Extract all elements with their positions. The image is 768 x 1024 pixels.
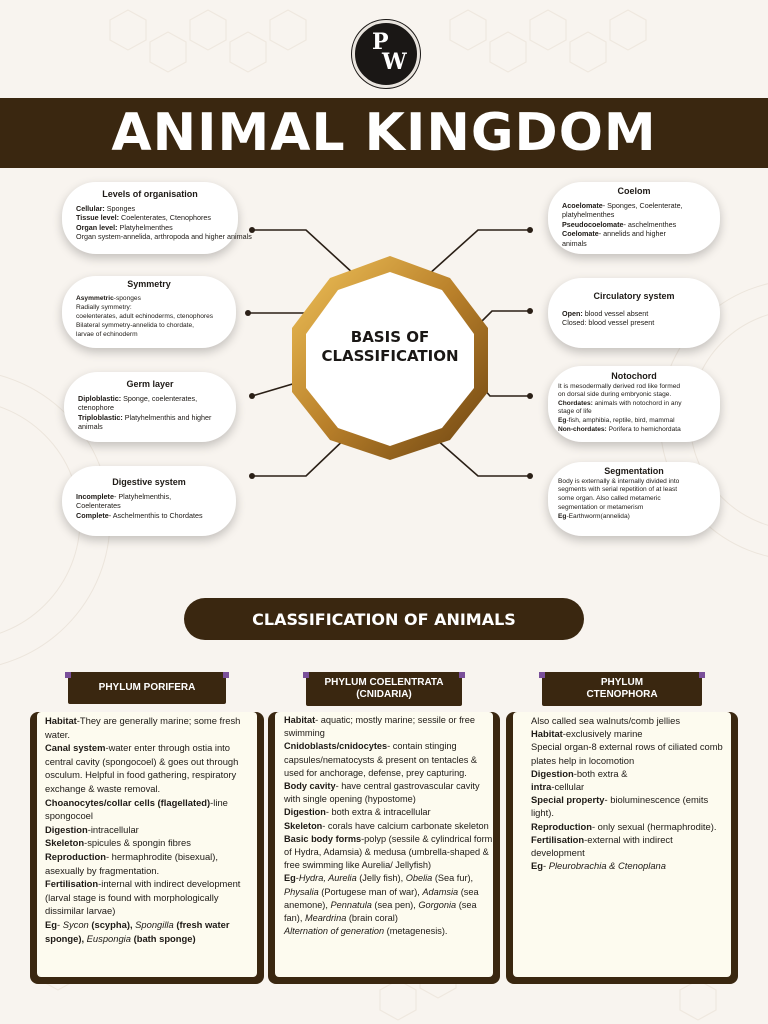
term: Body cavity (284, 781, 336, 792)
term: Habitat (284, 715, 316, 725)
term: Cnidoblasts/cnidocytes (284, 741, 388, 752)
coelentrata-content (284, 714, 496, 938)
bubble-heading: Coelom (617, 186, 651, 196)
bubble-text: - Aschelmenthis to Chordates (108, 510, 203, 520)
bubble-digestive-system (62, 466, 236, 536)
species-name: Adamsia (422, 886, 459, 897)
bubble-text: coelenterates, adult echinoderms, ctenophores (76, 312, 214, 320)
term: Skeleton (45, 837, 85, 849)
bubble-text: Pseudocoelomate (562, 219, 624, 229)
text: (metagenesis). (384, 926, 448, 937)
card-head-label: (CNIDARIA) (356, 689, 412, 700)
basis-of-classification-label (313, 328, 467, 366)
text: - both extra & intracellular (325, 807, 431, 818)
bubble-text: Closed: blood vessel present (562, 318, 655, 328)
bubble-text: animals (78, 422, 103, 432)
bubble-symmetry (62, 276, 236, 348)
bubble-text: -Earthworm(annelida) (566, 512, 630, 520)
page-title: ANIMAL KINGDOM (111, 103, 657, 163)
classification-title: CLASSIFICATION OF ANIMALS (252, 609, 516, 629)
text: Special organ-8 external rows of ciliated comb plates help in locomotion (531, 741, 723, 766)
bubble-heading: Symmetry (127, 279, 171, 289)
text: -spicules & spongin fibres (84, 837, 191, 849)
bubble-text: Coelenterates (76, 501, 121, 511)
bubble-text: animals with notochord in any (592, 399, 682, 407)
text: -intracellular (87, 823, 139, 835)
term: Habitat (531, 728, 563, 740)
text: Also called sea walnuts/comb jellies (531, 715, 681, 726)
term: Skeleton (284, 820, 323, 831)
bubble-heading: Notochord (611, 371, 657, 381)
bubble-text: Organ system-annelida, arthropoda and higher animals (76, 232, 252, 242)
bubble-text: Body is externally & internally divided into (558, 477, 680, 485)
bubble-notochord (548, 366, 720, 442)
term: Basic body forms (284, 833, 362, 844)
bubble-heading: Levels of organisation (102, 189, 198, 199)
bubble-text: animals (562, 238, 587, 248)
bubble-text: Non-chordates: (558, 425, 607, 433)
bubble-text: Cellular: (76, 203, 105, 213)
bubble-text: Eg (558, 512, 567, 520)
bubble-text: segmentation or metamerism (558, 503, 644, 511)
card-head-label: PHYLUM PORIFERA (98, 682, 196, 693)
bubble-text: ctenophore (78, 403, 114, 413)
text: - contain stinging capsules/nematocysts & present on tentacles & used for anchorage, defense, prey capturing. (284, 741, 478, 778)
card-head-coelentrata (306, 672, 462, 706)
bubble-text: on dorsal side during embryonic stage. (558, 391, 672, 399)
center-label-line1: BASIS OF (350, 328, 430, 346)
bubble-text: Coelomate (562, 229, 599, 239)
text: (fresh water sponge), (45, 918, 230, 944)
species-name: Pleurobrachia & Ctenoplana (548, 860, 666, 872)
term: Habitat (45, 715, 77, 726)
bubble-text: Radially symmetry: (76, 303, 132, 311)
text: (sea pen), (371, 899, 419, 910)
term: Eg (531, 860, 543, 872)
term: Reproduction (531, 820, 592, 832)
species-name: Spongilla (135, 918, 174, 930)
bubble-text: Asymmetric (76, 294, 114, 302)
text: - bioluminescence (emits light). (531, 794, 709, 819)
text: (Jelly fish), (356, 873, 406, 884)
text: (Portugese man of war), (318, 886, 423, 897)
bubble-text: Bilateral symmetry-annelida to chordate, (76, 321, 195, 329)
text: (sea anemone), (284, 886, 479, 910)
species-name: Sycon (62, 918, 89, 930)
term: Choanocytes/collar cells (flagellated) (45, 796, 211, 808)
text: -water enter through ostia into central cavity (spongocoel) & goes out through osculum. Helpful in food gathering, respiratory exchange & waste removal. (45, 742, 239, 794)
bubble-text: Eg (558, 416, 567, 424)
text: -They are generally marine; some fresh water. (45, 715, 241, 740)
bubble-germ-layer (64, 372, 236, 442)
term: Digestion (284, 807, 326, 818)
species-name: Pennatula (330, 899, 372, 910)
text: -exclusively marine (562, 728, 643, 740)
term: Digestion (45, 823, 88, 835)
text: (brain coral) (346, 913, 398, 924)
logo-letter-w: W (382, 49, 407, 75)
bubble-text: blood vessel absent (582, 308, 649, 318)
text: - only sexual (hermaphrodite). (591, 820, 717, 832)
bubble-text: - annelids and higher (598, 229, 666, 239)
bubble-text: Sponge, coelenterates, (121, 393, 198, 403)
bubble-circulatory-system (548, 278, 720, 348)
text: - (295, 873, 299, 884)
card-head-label: PHYLUM (600, 677, 644, 688)
species-name: Euspongia (86, 932, 131, 944)
text: (Sea fur), (432, 873, 474, 884)
term: Digestion (531, 767, 574, 779)
ctenophora-content (531, 714, 723, 872)
card-head-label: CTENOPHORA (586, 689, 658, 700)
bubble-text: - Sponges, Coelenterate, (602, 200, 683, 210)
bubble-text: Chordates: (558, 399, 593, 407)
text: - corals have calcium carbonate skeleton (322, 820, 489, 831)
term: Canal system (45, 742, 106, 754)
bubble-text: Organ level: (76, 222, 118, 232)
bubble-text: Sponges (104, 203, 136, 213)
term: Reproduction (45, 850, 106, 862)
bubble-text: Triploblastic: (78, 412, 123, 422)
text: (sea fan), (284, 899, 477, 924)
species-name: Hydra, Aurelia (298, 873, 357, 884)
text: (scypha), (88, 918, 136, 930)
text: - (542, 860, 549, 872)
bubble-text: Acoelomate (562, 200, 603, 210)
term: Fertilisation (531, 833, 585, 845)
bubble-text: Diploblastic: (78, 393, 122, 403)
bubble-text: larvae of echinoderm (76, 330, 138, 338)
bubble-coelom (548, 182, 720, 254)
bubble-text: segments with serial repetition of at least (558, 486, 678, 494)
bubble-text: -fish, amphibia, reptile, bird, mammal (566, 416, 675, 424)
bubble-text: It is mesodermally derived rod like formed (558, 382, 681, 390)
species-name: Meardrina (304, 913, 347, 924)
bubble-heading: Germ layer (126, 379, 174, 389)
bubble-text: Coelenterates, Ctenophores (119, 213, 211, 223)
card-head-porifera (68, 672, 226, 704)
card-head-label: PHYLUM COELENTRATA (324, 677, 444, 688)
bubble-heading: Digestive system (112, 477, 186, 487)
term: intra (531, 781, 552, 793)
bubble-text: Tissue level: (76, 213, 120, 223)
term: Special property (531, 794, 605, 806)
text: (bath sponge) (130, 932, 196, 944)
bubble-text: Platyhelmenthis and higher (122, 412, 212, 422)
text: -polyp (sessile & cylindrical form of Hydra, Adamsia) & medusa (umbrella-shaped & free swimming like Aurelia/ Jellyfish) (284, 833, 493, 871)
bubble-text: Incomplete (76, 491, 114, 501)
bubble-levels-of-organisation (62, 182, 252, 254)
bubble-text: platyhelmenthes (562, 210, 615, 220)
bubble-text: stage of life (558, 408, 592, 416)
text: -cellular (551, 781, 585, 793)
bubble-text: Complete (76, 510, 109, 520)
text: -line spongocoel (45, 796, 228, 822)
logo-letter-p: P (372, 29, 389, 55)
bubble-text: -sponges (113, 294, 141, 302)
text: - have central gastrovascular cavity with single opening (hypostome) (284, 781, 480, 805)
text: Alternation of generation (284, 926, 385, 937)
term: Fertilisation (45, 878, 99, 890)
term: Eg (284, 873, 296, 884)
bubble-heading: Circulatory system (593, 291, 675, 301)
species-name: Gorgonia (418, 899, 457, 910)
classification-heading (184, 598, 584, 640)
text: - aquatic; mostly marine; sessile or free swimming (284, 715, 475, 739)
bubble-text: Platyhelmenthes (117, 222, 173, 232)
bubble-segmentation (548, 462, 720, 536)
bubble-text: some organ. Also called metameric (558, 495, 661, 503)
bubble-text: - aschelmenthes (623, 219, 677, 229)
card-head-ctenophora (542, 672, 702, 706)
bubble-text: Open: (562, 308, 583, 318)
bubble-text: Porifera to hemichordata (606, 425, 681, 433)
text: -both extra & (573, 767, 628, 779)
text: - hermaphrodite (bisexual), asexually by fragmentation. (45, 850, 218, 876)
text: -internal with indirect development (larval stage is found with morphologically dissimilar larvae) (45, 878, 241, 917)
text: -external with indirect development (531, 833, 673, 859)
species-name: Obelia (405, 873, 433, 884)
text: - (56, 918, 63, 930)
bubble-heading: Segmentation (604, 466, 664, 476)
bubble-text: - Platyhelmenthis, (113, 491, 172, 501)
species-name: Physalia (284, 886, 319, 897)
center-label-line2: CLASSIFICATION (321, 347, 459, 365)
term: Eg (45, 918, 57, 930)
porifera-content (45, 714, 257, 945)
